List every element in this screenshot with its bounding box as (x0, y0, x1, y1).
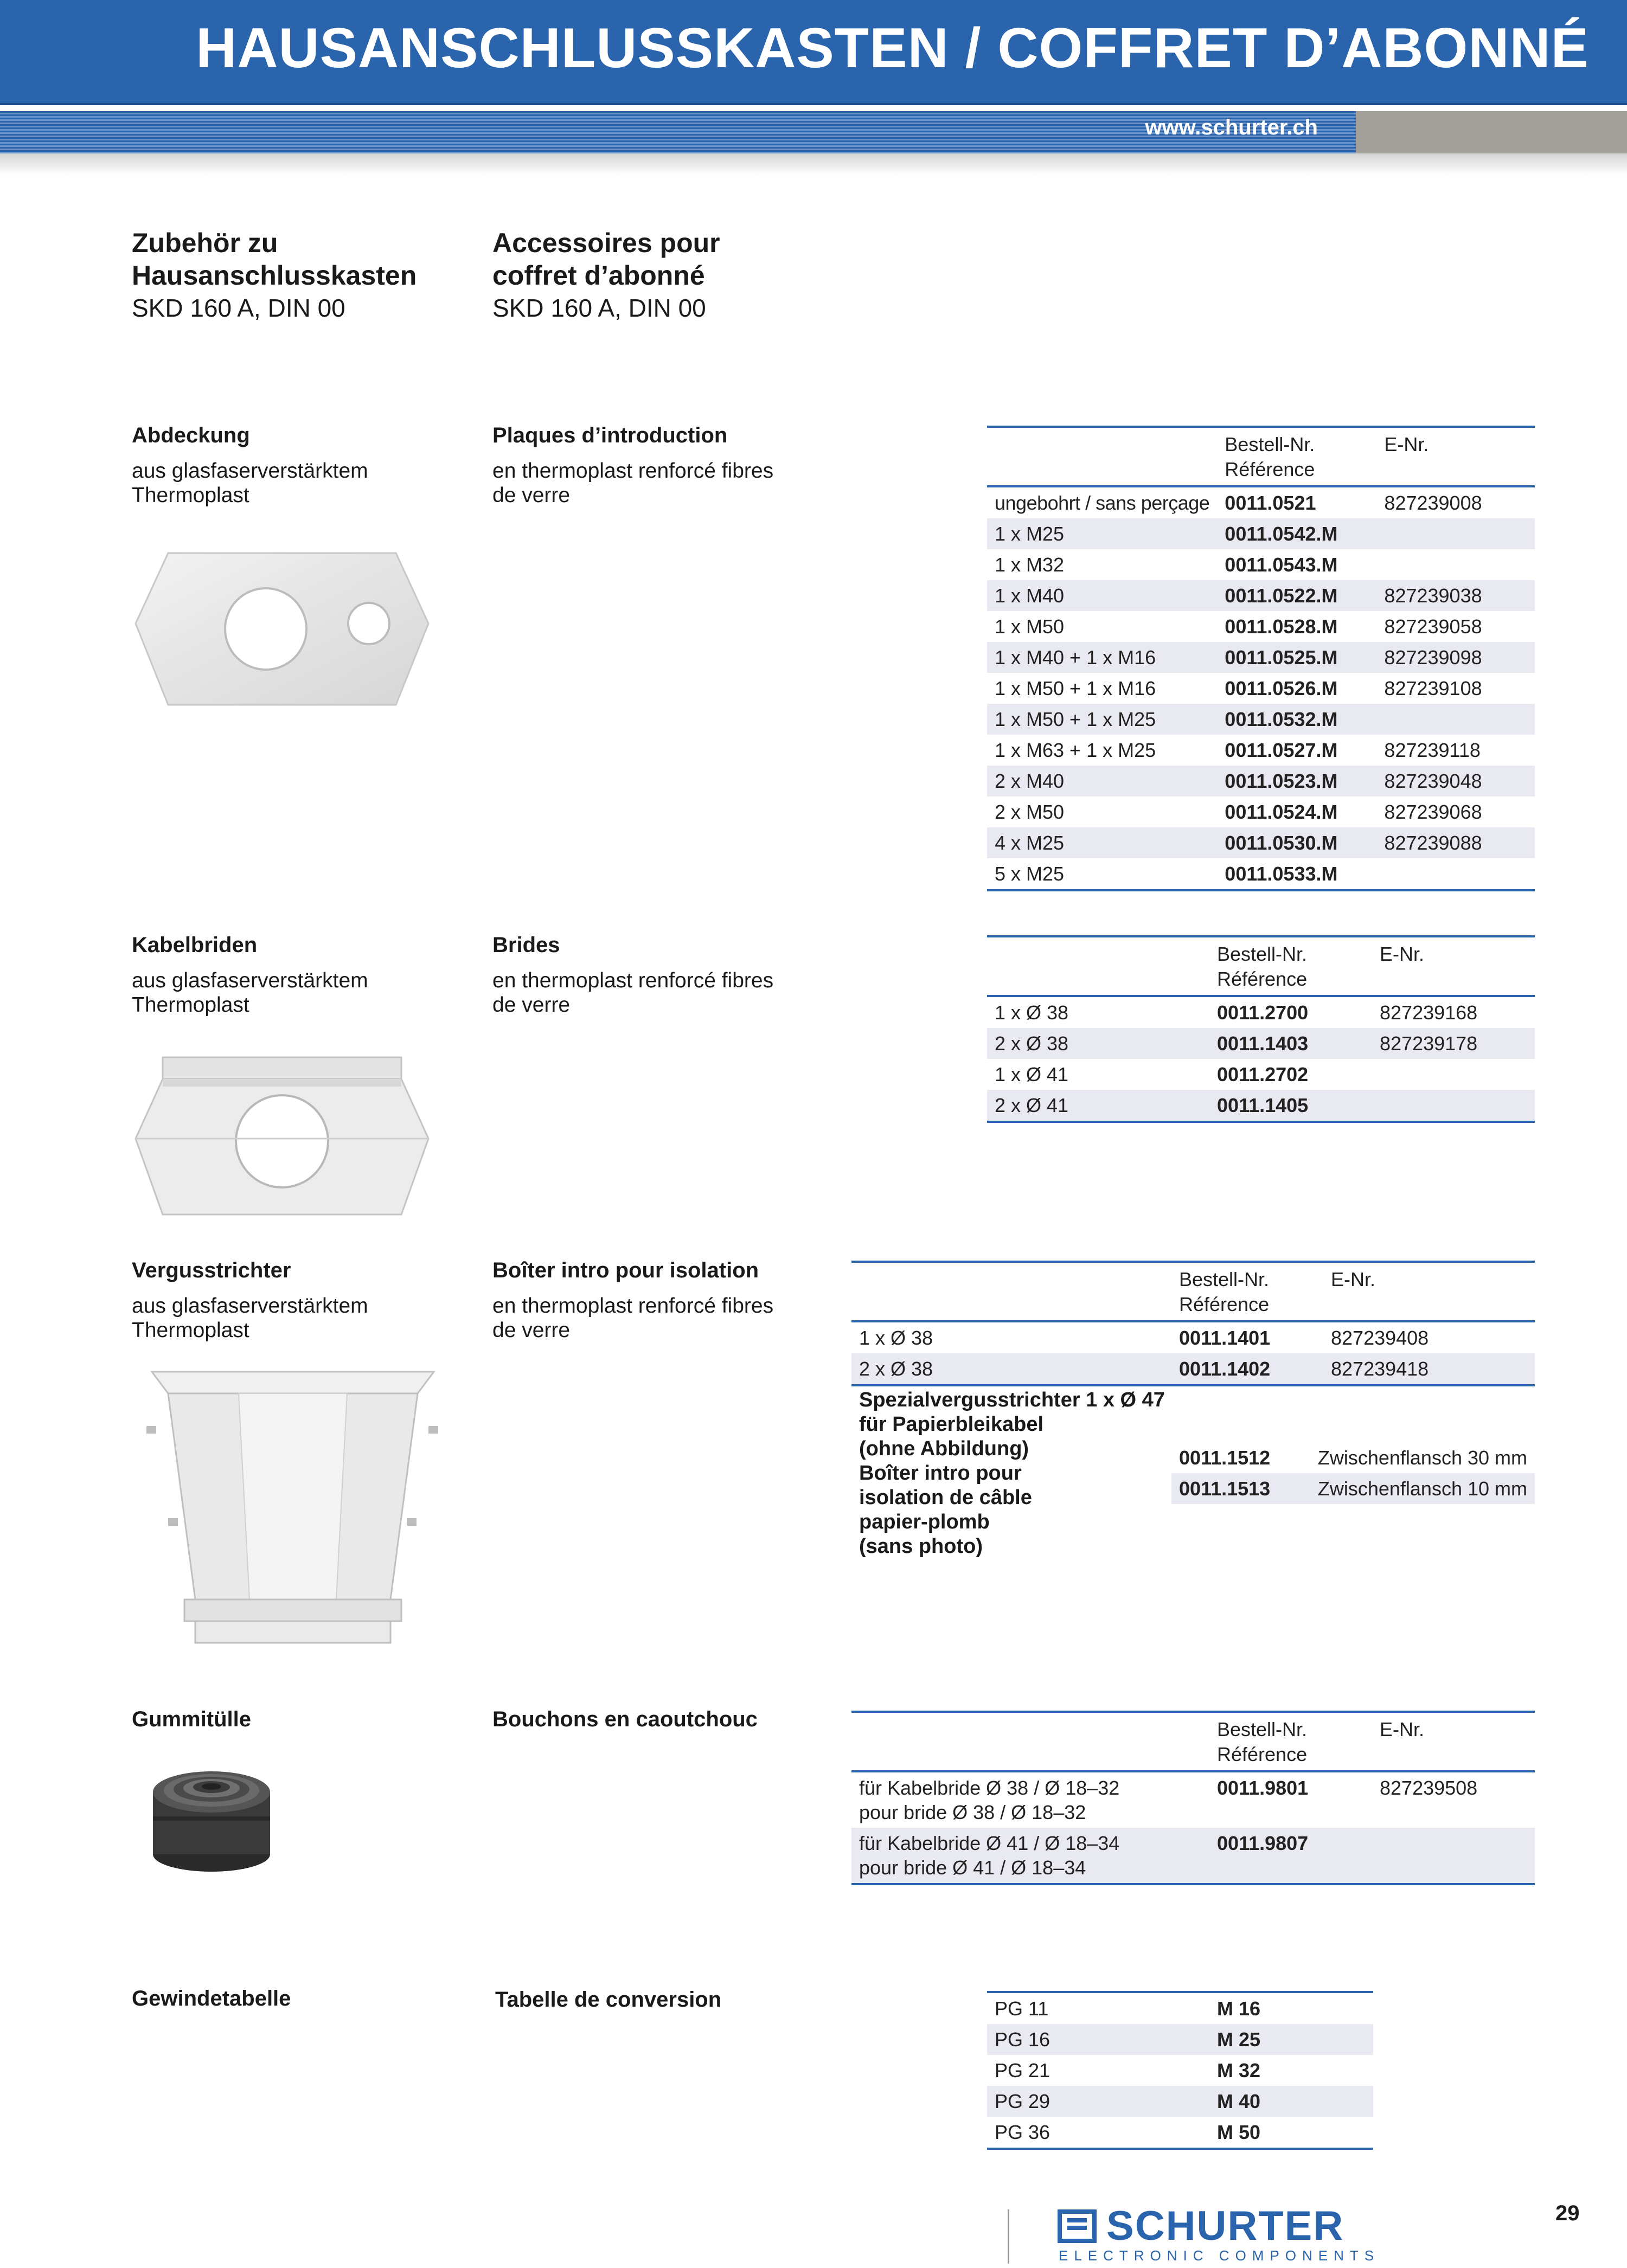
header-enr: E-Nr. (1376, 427, 1535, 486)
kabelbriden-fr (492, 933, 773, 1017)
abdeckung-fr (492, 423, 773, 507)
section-desc (132, 968, 368, 1017)
row-pg: PG 21 (995, 2059, 1050, 2081)
gummituelle-table (851, 1711, 1535, 1885)
row-label: 1 x M63 + 1 x M25 (995, 739, 1156, 761)
row-label: 5 x M25 (987, 858, 1217, 890)
section-title: Plaques d’introduction (492, 423, 728, 447)
row-enr: 827239168 (1380, 1001, 1478, 1024)
row-order: 0011.0542.M (1217, 518, 1376, 549)
abdeckung-table (987, 426, 1535, 891)
page-number: 29 (1555, 2201, 1580, 2225)
table-header-row (851, 1712, 1535, 1771)
gummituelle-de (132, 1707, 251, 1732)
table-row (987, 1090, 1535, 1122)
row-label: 4 x M25 (987, 827, 1217, 858)
schurter-logo-icon (1058, 2209, 1097, 2243)
special-line: (ohne Abbildung) (859, 1437, 1029, 1460)
row-order: 0011.0521 (1225, 492, 1316, 514)
row-label: 1 x M50 + 1 x M25 (987, 704, 1217, 735)
header-empty (851, 1712, 1209, 1771)
footer-divider (1008, 2209, 1009, 2264)
table-row (1171, 1473, 1535, 1504)
schurter-logo: SCHURTER (1106, 2203, 1344, 2249)
row-enr (1376, 518, 1535, 549)
vergusstrichter-de (132, 1258, 368, 1342)
intro-fr-title-2: coffret d’abonné (492, 260, 705, 291)
row-enr: 827239508 (1380, 1777, 1478, 1799)
row-pg: PG 11 (995, 1997, 1049, 2020)
row-pg: PG 29 (987, 2086, 1209, 2117)
header-empty (851, 1262, 1171, 1321)
table-header-row (851, 1262, 1535, 1321)
special-funnel-desc (859, 1388, 1165, 1559)
row-order: 0011.1401 (1179, 1327, 1271, 1349)
row-enr: 827239068 (1384, 801, 1482, 823)
section-title: Bouchons en caoutchouc (492, 1707, 758, 1731)
row-order: 0011.0543.M (1225, 554, 1338, 576)
table-row (987, 580, 1535, 611)
header-shadow (0, 153, 1627, 175)
intro-de-title-1: Zubehör zu (132, 228, 278, 258)
table-row (851, 1771, 1535, 1828)
kabelbriden-de (132, 933, 368, 1017)
row-metric: M 25 (1209, 2024, 1373, 2055)
desc-line: aus glasfaserverstärktem (132, 459, 368, 483)
section-title: Gummitülle (132, 1707, 252, 1731)
row-order: 0011.0528.M (1225, 615, 1338, 638)
intro-de (132, 227, 417, 324)
table-row (987, 735, 1535, 766)
desc-line: en thermoplast renforcé fibres (492, 1294, 774, 1318)
row-label: 2 x Ø 41 (987, 1090, 1209, 1122)
section-desc (492, 459, 773, 507)
row-enr (1376, 704, 1535, 735)
vergusstrichter-table (851, 1261, 1535, 1386)
gewinde-fr (495, 1987, 721, 2012)
table-header-row (987, 427, 1535, 486)
cable-clamp-image (130, 1052, 434, 1225)
row-enr: 827239178 (1372, 1028, 1535, 1059)
rubber-grommet-image (146, 1762, 277, 1876)
row-order: 0011.0530.M (1217, 827, 1376, 858)
table-row (987, 796, 1535, 827)
desc-line: Thermoplast (132, 993, 249, 1017)
row-label: 1 x M40 (987, 580, 1217, 611)
table-row (987, 1992, 1373, 2024)
row-order: 0011.1403 (1209, 1028, 1372, 1059)
row-order: 0011.1402 (1171, 1353, 1323, 1385)
desc-line: de verre (492, 1319, 571, 1342)
section-title: Boîter intro pour isolation (492, 1258, 759, 1282)
row-label: 1 x M32 (995, 554, 1065, 576)
row-label: 1 x Ø 38 (859, 1327, 933, 1349)
row-label: 2 x M40 (987, 766, 1217, 796)
row-order: 0011.0522.M (1217, 580, 1376, 611)
row-metric: M 40 (1209, 2086, 1373, 2117)
row-order: 0011.0524.M (1225, 801, 1338, 823)
section-title: Abdeckung (132, 423, 250, 447)
special-funnel-table (1171, 1442, 1535, 1504)
row-enr: 827239108 (1384, 677, 1482, 699)
row-order: 0011.9801 (1217, 1777, 1309, 1799)
header-order: Bestell-Nr. Référence (1217, 427, 1376, 486)
row-enr: 827239038 (1376, 580, 1535, 611)
row-enr (1372, 1828, 1535, 1884)
cover-plate-image (130, 542, 434, 716)
row-pg: PG 36 (987, 2117, 1209, 2149)
table-row (987, 486, 1535, 518)
row-order: 0011.0525.M (1217, 642, 1376, 673)
table-row (987, 827, 1535, 858)
section-desc (492, 1294, 773, 1342)
section-title: Brides (492, 933, 560, 957)
special-line: für Papierbleikabel (859, 1413, 1044, 1436)
row-metric: M 50 (1209, 2117, 1373, 2149)
desc-line: de verre (492, 484, 571, 507)
table-row (987, 858, 1535, 890)
table-row (987, 642, 1535, 673)
row-label: 2 x Ø 38 (851, 1353, 1171, 1385)
row-metric: M 32 (1217, 2059, 1261, 2081)
row-label: 1 x M50 (995, 615, 1065, 638)
header-order: Bestell-Nr. Référence (1209, 1712, 1372, 1771)
section-title: Gewindetabelle (132, 1987, 291, 2010)
table-row (987, 2024, 1373, 2055)
table-row (987, 996, 1535, 1028)
table-row (987, 704, 1535, 735)
section-title: Vergusstrichter (132, 1258, 291, 1282)
row-order: 0011.0526.M (1225, 677, 1338, 699)
row-order: 0011.9807 (1209, 1828, 1372, 1884)
table-row (987, 1059, 1535, 1090)
desc-line: Thermoplast (132, 484, 249, 507)
table-row (987, 549, 1535, 580)
row-label: 1 x M50 + 1 x M16 (995, 677, 1156, 699)
website-link[interactable]: www.schurter.ch (1145, 115, 1318, 139)
thread-conversion-table (987, 1991, 1373, 2150)
intro-fr-title-1: Accessoires pour (492, 228, 720, 258)
row-enr (1372, 1090, 1535, 1122)
desc-line: aus glasfaserverstärktem (132, 969, 368, 992)
special-line: (sans photo) (859, 1535, 983, 1558)
section-desc (132, 1294, 368, 1342)
header-empty (987, 427, 1217, 486)
row-order: 0011.0523.M (1217, 766, 1376, 796)
header-order: Bestell-Nr. Référence (1171, 1262, 1323, 1321)
logo-subtitle: ELECTRONIC COMPONENTS (1059, 2247, 1380, 2264)
row-metric: M 16 (1217, 1997, 1261, 2020)
table-row (987, 518, 1535, 549)
abdeckung-de (132, 423, 368, 507)
row-order: 0011.0533.M (1217, 858, 1376, 890)
header-empty (987, 936, 1209, 996)
desc-line: en thermoplast renforcé fibres (492, 459, 774, 483)
table-row (987, 766, 1535, 796)
section-title: Kabelbriden (132, 933, 258, 957)
table-row (987, 2086, 1373, 2117)
row-label: 1 x Ø 41 (995, 1063, 1069, 1085)
table-row (851, 1828, 1535, 1884)
table-row (851, 1321, 1535, 1353)
desc-line: en thermoplast renforcé fibres (492, 969, 774, 992)
header-band (0, 0, 1627, 103)
section-desc (492, 968, 773, 1017)
row-enr: 827239098 (1376, 642, 1535, 673)
table-row (987, 673, 1535, 704)
row-order: 0011.2700 (1217, 1001, 1309, 1024)
row-order: 0011.1513 (1171, 1473, 1310, 1504)
intro-de-title-2: Hausanschlusskasten (132, 260, 417, 291)
intro-fr (492, 227, 720, 324)
table-row (987, 2055, 1373, 2086)
special-line: Spezialvergusstrichter 1 x Ø 47 (859, 1389, 1165, 1411)
desc-line: de verre (492, 993, 571, 1017)
vergusstrichter-fr (492, 1258, 773, 1342)
potting-funnel-image (141, 1361, 445, 1665)
row-order: 0011.0527.M (1225, 739, 1338, 761)
row-label: 1 x M40 + 1 x M16 (987, 642, 1217, 673)
section-title: Tabelle de conversion (495, 1988, 722, 2012)
table-header-row (987, 936, 1535, 996)
gewinde-de (132, 1986, 291, 2011)
row-enr (1376, 858, 1535, 890)
header-stripe (0, 103, 1627, 105)
header-enr: E-Nr. (1372, 1712, 1535, 1771)
table-row (851, 1353, 1535, 1385)
row-order: 0011.2702 (1217, 1063, 1309, 1085)
row-enr: 827239408 (1331, 1327, 1429, 1349)
kabelbriden-table (987, 935, 1535, 1123)
row-label: ungebohrt / sans perçage (995, 492, 1210, 514)
row-enr: 827239418 (1323, 1353, 1535, 1385)
row-enr (1372, 1059, 1535, 1090)
intro-de-sub: SKD 160 A, DIN 00 (132, 294, 345, 322)
desc-line: aus glasfaserverstärktem (132, 1294, 368, 1318)
row-label: 2 x M50 (995, 801, 1065, 823)
row-enr: Zwischenflansch 10 mm (1310, 1473, 1535, 1504)
row-enr (1376, 549, 1535, 580)
row-order: 0011.1405 (1209, 1090, 1372, 1122)
table-row (1171, 1442, 1535, 1473)
row-label: für Kabelbride Ø 41 / Ø 18–34 pour bride Ø 41 / Ø 18–34 (851, 1828, 1209, 1884)
row-label: 1 x Ø 38 (995, 1001, 1069, 1024)
header-grey-block (1356, 111, 1627, 153)
page-title: HAUSANSCHLUSSKASTEN / COFFRET D’ABONNÉ (196, 17, 1589, 80)
header-enr: E-Nr. (1323, 1262, 1535, 1321)
row-enr: 827239008 (1384, 492, 1482, 514)
special-line: isolation de câble (859, 1486, 1032, 1509)
row-label: 1 x M25 (987, 518, 1217, 549)
row-enr: 827239088 (1376, 827, 1535, 858)
special-line: papier-plomb (859, 1511, 990, 1533)
url-bar (0, 111, 1356, 153)
row-enr: Zwischenflansch 30 mm (1317, 1447, 1527, 1469)
row-enr: 827239058 (1384, 615, 1482, 638)
table-row (987, 2117, 1373, 2149)
row-label: 2 x Ø 38 (987, 1028, 1209, 1059)
row-enr: 827239118 (1384, 739, 1481, 761)
desc-line: Thermoplast (132, 1319, 249, 1342)
row-order: 0011.0532.M (1217, 704, 1376, 735)
table-row (987, 1028, 1535, 1059)
header-enr: E-Nr. (1372, 936, 1535, 996)
header-order: Bestell-Nr. Référence (1209, 936, 1372, 996)
row-label: für Kabelbride Ø 38 / Ø 18–32 pour bride Ø 38 / Ø 18–32 (859, 1777, 1120, 1823)
row-order: 0011.1512 (1179, 1447, 1271, 1469)
gummituelle-fr (492, 1707, 758, 1732)
table-row (987, 611, 1535, 642)
row-pg: PG 16 (987, 2024, 1209, 2055)
section-desc (132, 459, 368, 507)
row-enr: 827239048 (1376, 766, 1535, 796)
special-line: Boîter intro pour (859, 1462, 1022, 1485)
intro-fr-sub: SKD 160 A, DIN 00 (492, 294, 706, 322)
